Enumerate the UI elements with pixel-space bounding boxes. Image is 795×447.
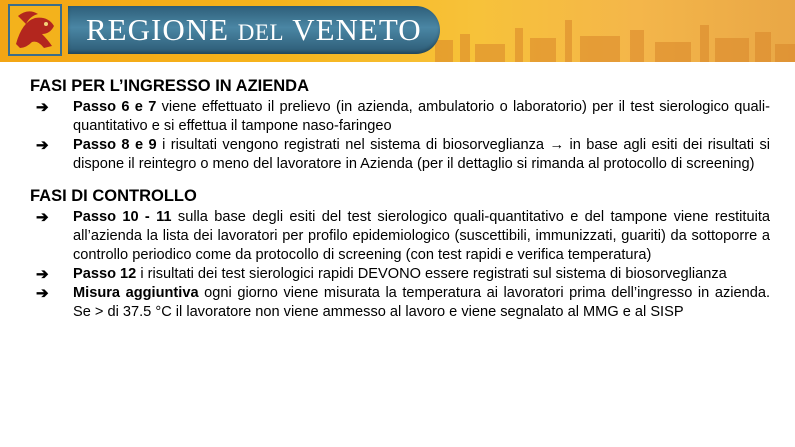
step-text: i risultati dei test sierologici rapidi DEVONO essere registrati sul sistema di biosorveglianza: [136, 266, 727, 282]
list-item: [30, 208, 770, 265]
arrow-bullet-icon: ➔: [36, 137, 49, 154]
step-label: Passo 8 e 9: [73, 137, 157, 153]
arrow-bullet-icon: ➔: [36, 99, 49, 116]
section-title-controllo: FASI DI CONTROLLO: [30, 187, 197, 205]
step-label: Passo 10 - 11: [73, 209, 172, 225]
arrow-bullet-icon: ➔: [36, 285, 49, 302]
arrow-bullet-icon: ➔: [36, 209, 49, 226]
list-item: [30, 284, 770, 322]
regione-veneto-lion-logo: [8, 4, 62, 56]
step-text: ogni giorno viene misurata la temperatura ai lavoratori prima dell’ingresso in azienda. Se > di 37.5 °C il lavoratore non viene ammesso al lavoro e viene segnalato al MMG e al SISP: [73, 285, 770, 320]
document-body: [30, 76, 770, 322]
step-label: Misura aggiuntiva: [73, 285, 199, 301]
step-text: viene effettuato il prelievo (in azienda, ambulatorio o laboratorio) per il test sierologico quali-quantitativo e si effettua il tampone naso-faringeo: [73, 99, 770, 134]
step-label: Passo 12: [73, 266, 137, 282]
step-text: i risultati vengono registrati nel sistema di biosorveglianza → in base agli esiti dei risultati si dispone il reintegro o meno del lavoratore in Azienda (per il dettaglio si rimanda al protocollo di screening): [73, 137, 770, 172]
list-item: [30, 136, 770, 174]
step-text: sulla base degli esiti del test sierologico quali-quantitativo e del tampone viene restituita all’azienda la lista dei lavoratori per profilo epidemiologico (suscettibili, immunizzati, guariti) da sottoporre a controllo periodico come da protocollo di screening (con test rapidi e verifica temperatura): [73, 209, 770, 263]
arrow-bullet-icon: ➔: [36, 266, 49, 283]
list-item: [30, 265, 770, 284]
city-skyline-image: [415, 0, 795, 62]
header-banner: [0, 0, 795, 62]
region-title: REGIONE DEL VENETO: [86, 12, 422, 47]
section-title-ingresso: FASI PER L’INGRESSO IN AZIENDA: [30, 77, 310, 95]
step-label: Passo 6 e 7: [73, 99, 157, 115]
list-item: [30, 98, 770, 136]
region-title-banner: [68, 6, 440, 54]
